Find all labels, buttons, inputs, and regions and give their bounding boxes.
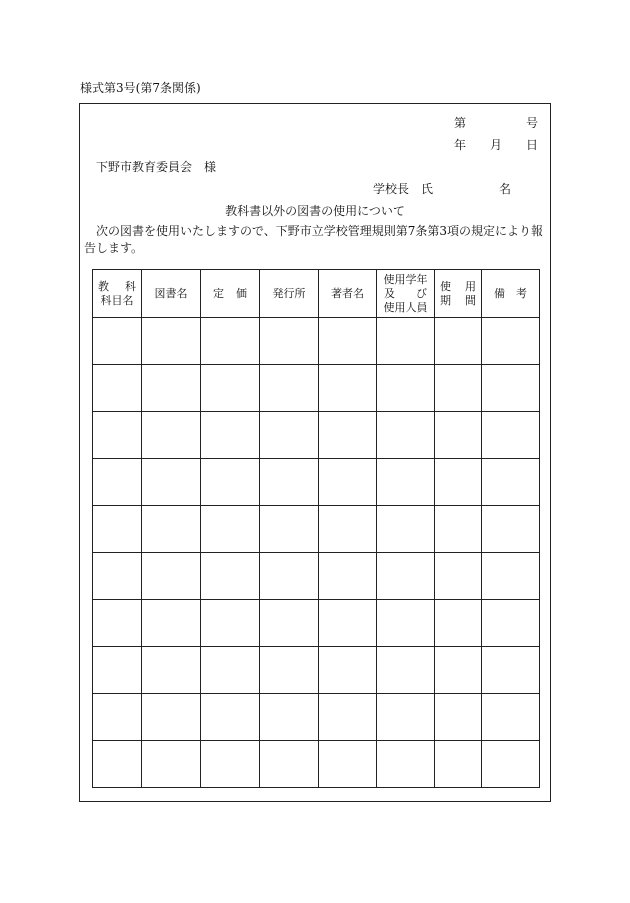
table-row [93,647,540,694]
table-cell[interactable] [319,506,377,553]
table-cell[interactable] [260,459,319,506]
principal-title: 学校長 氏 [373,182,434,196]
table-cell[interactable] [435,506,482,553]
table-cell[interactable] [377,741,435,788]
table-row [93,318,540,365]
table-cell[interactable] [93,506,142,553]
col-grade-people: 使用学年 及 び 使用人員 [377,270,435,318]
table-cell[interactable] [142,741,201,788]
col-book-name: 図書名 [142,270,201,318]
table-cell[interactable] [482,459,540,506]
date-year: 年 [454,138,467,152]
table-row [93,506,540,553]
book-usage-table [92,269,540,788]
table-cell[interactable] [482,318,540,365]
table-cell[interactable] [93,412,142,459]
table-cell[interactable] [319,600,377,647]
date-day: 日 [525,138,538,152]
table-cell[interactable] [260,365,319,412]
table-cell[interactable] [319,365,377,412]
table-cell[interactable] [260,553,319,600]
table-cell[interactable] [482,553,540,600]
table-cell[interactable] [201,459,260,506]
table-cell[interactable] [482,741,540,788]
table-cell[interactable] [201,318,260,365]
col-author: 著者名 [319,270,377,318]
table-cell[interactable] [482,694,540,741]
table-cell[interactable] [201,647,260,694]
table-cell[interactable] [377,365,435,412]
table-row [93,741,540,788]
table-row [93,412,540,459]
col-subject: 教 科 科目名 [93,270,142,318]
table-cell[interactable] [93,600,142,647]
document-number-line [454,114,538,131]
table-cell[interactable] [93,553,142,600]
principal-name-suffix: 名 [498,182,511,196]
table-cell[interactable] [260,694,319,741]
table-cell[interactable] [482,647,540,694]
table-cell[interactable] [201,694,260,741]
date-line [454,136,538,153]
table-cell[interactable] [142,694,201,741]
table-cell[interactable] [377,506,435,553]
col-remarks: 備 考 [482,270,540,318]
col-period: 使 用 期 間 [435,270,482,318]
table-cell[interactable] [142,553,201,600]
table-cell[interactable] [377,459,435,506]
table-cell[interactable] [142,647,201,694]
table-cell[interactable] [93,694,142,741]
table-cell[interactable] [93,741,142,788]
table-cell[interactable] [435,459,482,506]
table-row [93,365,540,412]
table-cell[interactable] [260,741,319,788]
table-cell[interactable] [201,365,260,412]
table-cell[interactable] [260,412,319,459]
table-cell[interactable] [201,412,260,459]
table-cell[interactable] [435,412,482,459]
table-cell[interactable] [435,318,482,365]
table-cell[interactable] [319,459,377,506]
table-cell[interactable] [93,459,142,506]
table-cell[interactable] [260,600,319,647]
table-cell[interactable] [142,412,201,459]
table-cell[interactable] [482,412,540,459]
table-cell[interactable] [435,694,482,741]
form-frame [79,103,551,802]
col-price: 定 価 [201,270,260,318]
table-cell[interactable] [260,647,319,694]
table-cell[interactable] [319,318,377,365]
table-cell[interactable] [377,553,435,600]
table-cell[interactable] [435,741,482,788]
table-cell[interactable] [435,600,482,647]
table-cell[interactable] [435,647,482,694]
table-cell[interactable] [319,553,377,600]
date-month: 月 [489,138,502,152]
table-cell[interactable] [435,365,482,412]
table-cell[interactable] [377,318,435,365]
table-cell[interactable] [377,412,435,459]
table-cell[interactable] [319,412,377,459]
form-number-label: 様式第3号(第7条関係) [80,81,201,95]
table-cell[interactable] [482,365,540,412]
table-row [93,694,540,741]
col-publisher: 発行所 [260,270,319,318]
table-cell[interactable] [260,318,319,365]
table-cell[interactable] [482,506,540,553]
table-cell[interactable] [377,647,435,694]
table-cell[interactable] [93,365,142,412]
table-cell[interactable] [201,741,260,788]
table-cell[interactable] [319,694,377,741]
table-cell[interactable] [482,600,540,647]
number-suffix: 号 [525,116,538,130]
table-cell[interactable] [377,694,435,741]
number-prefix: 第 [454,116,467,130]
table-cell[interactable] [142,318,201,365]
table-cell[interactable] [260,506,319,553]
table-row [93,553,540,600]
table-cell[interactable] [201,506,260,553]
table-cell[interactable] [93,318,142,365]
subject-title: 教科書以外の図書の使用について [225,204,405,218]
table-cell[interactable] [93,647,142,694]
table-header-row [93,270,540,318]
table-cell[interactable] [142,506,201,553]
table-cell[interactable] [319,741,377,788]
table-cell[interactable] [377,600,435,647]
table-cell[interactable] [142,365,201,412]
table-cell[interactable] [201,553,260,600]
body-paragraph: 次の図書を使用いたしますので、下野市立学校管理規則第7条第3項の規定により報告します。 [84,224,544,255]
table-row [93,600,540,647]
principal-signature-line [373,180,511,197]
table-cell[interactable] [201,600,260,647]
table-row [93,459,540,506]
table-cell[interactable] [142,459,201,506]
table-cell[interactable] [319,647,377,694]
table-cell[interactable] [435,553,482,600]
addressee: 下野市教育委員会 様 [96,160,217,174]
table-cell[interactable] [142,600,201,647]
